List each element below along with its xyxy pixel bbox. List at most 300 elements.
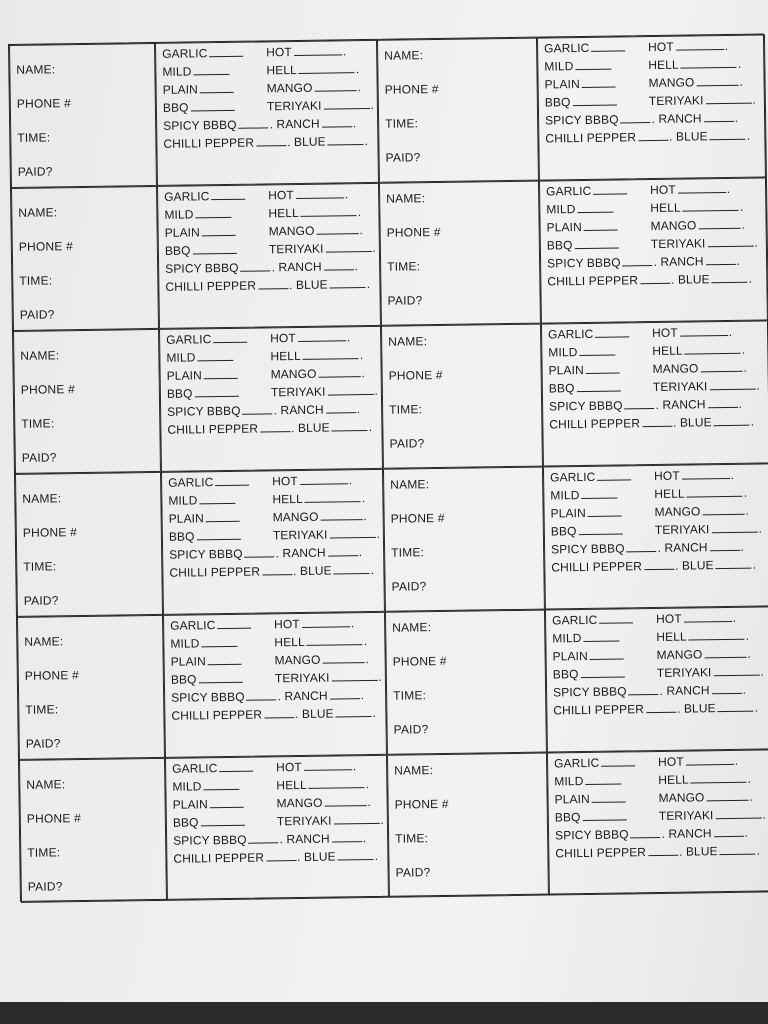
- sauce-qty-blank[interactable]: [705, 93, 751, 105]
- sauce-qty-blank[interactable]: [696, 75, 738, 87]
- sauce-qty-blank[interactable]: [710, 129, 746, 141]
- sauce-qty-blank[interactable]: [198, 672, 242, 684]
- sauce-options-cell: [545, 606, 768, 752]
- sauce-qty-blank[interactable]: [708, 397, 738, 408]
- sauce-label-blue: BLUE: [293, 134, 326, 150]
- sauce-qty-blank[interactable]: [219, 761, 253, 772]
- sauce-label-bbq: BBQ: [554, 810, 581, 825]
- sauce-row: SPICY BBBQ . RANCH .: [171, 688, 365, 705]
- sauce-qty-blank[interactable]: [190, 100, 234, 112]
- paid-label: PAID?: [25, 736, 61, 751]
- sauce-label-hell: HELL: [648, 57, 679, 73]
- sauce-qty-blank[interactable]: [640, 273, 670, 284]
- sauce-qty-blank[interactable]: [211, 189, 245, 200]
- customer-info-cell: [381, 324, 543, 469]
- sauce-row: GARLIC HOT .: [172, 759, 357, 776]
- sauce-qty-blank[interactable]: [245, 546, 275, 557]
- sauce-label-hell: HELL: [654, 486, 685, 502]
- sauce-qty-blank[interactable]: [586, 362, 620, 373]
- sauce-qty-blank[interactable]: [713, 665, 759, 677]
- sauce-row: PLAIN MANGO .: [546, 217, 745, 235]
- sauce-row: MILD HELL .: [170, 634, 368, 651]
- sauce-label-hell: HELL: [650, 200, 681, 216]
- sauce-qty-blank[interactable]: [208, 654, 242, 665]
- sauce-qty-blank[interactable]: [583, 631, 619, 643]
- sauce-qty-blank[interactable]: [595, 326, 629, 337]
- sauce-label-spicy-bbbq: SPICY BBBQ: [167, 403, 241, 419]
- sauce-qty-blank[interactable]: [247, 689, 277, 700]
- sauce-label-bbq: BBQ: [166, 386, 193, 401]
- sauce-qty-blank[interactable]: [305, 491, 361, 503]
- sauce-label-hot: HOT: [274, 616, 300, 632]
- sauce-qty-blank[interactable]: [718, 701, 754, 713]
- sauce-options-cell: [547, 749, 768, 895]
- sauce-row: MILD HELL .: [164, 205, 362, 222]
- sauce-label-mild: MILD: [546, 202, 576, 217]
- sauce-label-plain: PLAIN: [166, 368, 202, 383]
- sauce-qty-blank[interactable]: [714, 826, 744, 837]
- sauce-label-chilli-pepper: CHILLI PEPPER: [163, 135, 255, 151]
- paid-label: PAID?: [389, 436, 425, 451]
- sauce-label-teriyaki: TERIYAKI: [274, 670, 330, 686]
- sauce-qty-blank[interactable]: [309, 777, 365, 789]
- sauce-qty-blank[interactable]: [332, 420, 368, 432]
- sauce-qty-blank[interactable]: [194, 386, 238, 398]
- sauce-qty-blank[interactable]: [303, 348, 359, 360]
- sauce-row: BBQ TERIYAKI .: [166, 383, 379, 401]
- name-label: NAME:: [26, 777, 66, 792]
- sauce-qty-blank[interactable]: [206, 511, 240, 522]
- sauce-qty-blank[interactable]: [307, 634, 363, 646]
- sauce-qty-blank[interactable]: [709, 379, 755, 391]
- sauce-qty-blank[interactable]: [320, 509, 362, 521]
- sauce-qty-blank[interactable]: [304, 759, 352, 771]
- sauce-qty-blank[interactable]: [336, 706, 372, 718]
- sauce-row: BBQ TERIYAKI .: [164, 240, 377, 258]
- sauce-row: CHILLI PEPPER . BLUE .: [549, 414, 755, 432]
- sauce-label-mango: MANGO: [648, 75, 695, 91]
- sauce-qty-blank[interactable]: [318, 366, 360, 378]
- sauce-label-mango: MANGO: [272, 509, 319, 525]
- sauce-qty-blank[interactable]: [329, 527, 375, 539]
- sauce-options-cell: [541, 320, 768, 466]
- sauce-qty-blank[interactable]: [687, 486, 743, 498]
- phone-label: PHONE #: [386, 224, 441, 240]
- sauce-qty-blank[interactable]: [201, 636, 237, 648]
- sauce-label-mild: MILD: [172, 779, 202, 794]
- customer-info-cell: [383, 467, 545, 612]
- sauce-qty-blank[interactable]: [585, 774, 621, 786]
- sauce-label-teriyaki: TERIYAKI: [266, 98, 322, 114]
- time-label: TIME:: [389, 402, 423, 417]
- sauce-label-garlic: GARLIC: [546, 183, 592, 199]
- sauce-label-mild: MILD: [168, 493, 198, 508]
- sauce-label-bbq: BBQ: [544, 95, 571, 110]
- sauce-qty-blank[interactable]: [710, 540, 740, 551]
- sauce-label-garlic: GARLIC: [162, 46, 208, 61]
- sauce-qty-blank[interactable]: [330, 277, 366, 289]
- sauce-qty-blank[interactable]: [572, 95, 616, 107]
- sauce-qty-blank[interactable]: [578, 523, 622, 535]
- sauce-label-spicy-bbbq: SPICY BBBQ: [551, 541, 625, 557]
- sauce-label-spicy-bbbq: SPICY BBBQ: [547, 255, 621, 271]
- phone-label: PHONE #: [392, 653, 447, 669]
- sauce-qty-blank[interactable]: [249, 832, 279, 843]
- sauce-label-hell: HELL: [274, 634, 305, 650]
- sauce-qty-blank[interactable]: [711, 522, 757, 534]
- sauce-label-teriyaki: TERIYAKI: [652, 379, 708, 395]
- sauce-row: CHILLI PEPPER . BLUE .: [553, 700, 759, 718]
- sauce-label-ranch: RANCH: [666, 683, 710, 698]
- sauce-label-mild: MILD: [166, 350, 196, 365]
- sauce-row: MILD HELL .: [550, 485, 748, 503]
- sauce-qty-blank[interactable]: [592, 791, 626, 802]
- sauce-label-blue: BLUE: [681, 558, 714, 573]
- sauce-qty-blank[interactable]: [197, 350, 233, 362]
- sauce-qty-blank[interactable]: [580, 666, 624, 678]
- sauce-qty-blank[interactable]: [682, 468, 730, 480]
- sauce-qty-blank[interactable]: [203, 779, 239, 791]
- sauce-qty-blank[interactable]: [712, 683, 742, 694]
- sauce-label-blue: BLUE: [295, 277, 328, 293]
- sauce-qty-blank[interactable]: [324, 259, 354, 270]
- customer-info-cell: [17, 615, 165, 760]
- sauce-qty-blank[interactable]: [683, 200, 739, 212]
- sauce-qty-blank[interactable]: [199, 493, 235, 505]
- sauce-qty-blank[interactable]: [582, 809, 626, 821]
- customer-info-cell: [11, 186, 159, 331]
- sauce-qty-blank[interactable]: [260, 421, 290, 432]
- sauce-label-teriyaki: TERIYAKI: [648, 93, 704, 109]
- sauce-qty-blank[interactable]: [638, 130, 668, 141]
- sauce-label-hot: HOT: [648, 39, 674, 55]
- sauce-qty-blank[interactable]: [322, 652, 364, 664]
- customer-info-cell: [379, 181, 541, 326]
- sauce-qty-blank[interactable]: [648, 845, 678, 856]
- sauce-qty-blank[interactable]: [326, 402, 356, 413]
- sauce-qty-blank[interactable]: [217, 618, 251, 629]
- sauce-qty-blank[interactable]: [314, 80, 356, 92]
- sauce-label-chilli-pepper: CHILLI PEPPER: [171, 707, 263, 723]
- sauce-qty-blank[interactable]: [302, 616, 350, 628]
- sauce-qty-blank[interactable]: [332, 831, 362, 842]
- sauce-label-blue: BLUE: [675, 129, 708, 144]
- customer-info-cell: [377, 38, 539, 183]
- sauce-qty-blank[interactable]: [575, 59, 611, 71]
- sauce-qty-blank[interactable]: [700, 361, 742, 373]
- sauce-label-plain: PLAIN: [164, 225, 200, 240]
- sauce-row: CHILLI PEPPER . BLUE .: [171, 705, 377, 723]
- sauce-qty-blank[interactable]: [200, 815, 244, 827]
- sauce-label-bbq: BBQ: [164, 243, 191, 258]
- sauce-label-hot: HOT: [650, 182, 676, 198]
- sauce-label-plain: PLAIN: [554, 791, 590, 807]
- sauce-label-chilli-pepper: CHILLI PEPPER: [173, 850, 265, 866]
- sauce-qty-blank[interactable]: [707, 236, 753, 248]
- sauce-qty-blank[interactable]: [294, 44, 342, 56]
- sauce-label-teriyaki: TERIYAKI: [270, 384, 326, 400]
- sauce-label-bbq: BBQ: [162, 100, 189, 115]
- sauce-qty-blank[interactable]: [706, 790, 748, 802]
- sauce-row: SPICY BBBQ . RANCH .: [167, 402, 361, 419]
- sauce-qty-blank[interactable]: [264, 707, 294, 718]
- sauce-label-blue: BLUE: [685, 844, 718, 859]
- time-label: TIME:: [21, 416, 55, 431]
- sauce-qty-blank[interactable]: [712, 272, 748, 284]
- sauce-label-chilli-pepper: CHILLI PEPPER: [169, 564, 261, 580]
- sauce-qty-blank[interactable]: [213, 332, 247, 343]
- sauce-qty-blank[interactable]: [296, 187, 344, 199]
- sauce-qty-blank[interactable]: [577, 202, 613, 214]
- sauce-label-chilli-pepper: CHILLI PEPPER: [547, 273, 639, 289]
- sauce-qty-blank[interactable]: [582, 77, 616, 88]
- sauce-row: PLAIN MANGO .: [170, 652, 370, 669]
- sauce-qty-blank[interactable]: [322, 116, 352, 127]
- sauce-qty-blank[interactable]: [241, 260, 271, 271]
- sauce-row: BBQ TERIYAKI .: [168, 526, 381, 544]
- sauce-qty-blank[interactable]: [680, 325, 728, 337]
- sauce-qty-blank[interactable]: [686, 754, 734, 766]
- sauce-label-ranch: RANCH: [662, 397, 706, 412]
- sauce-qty-blank[interactable]: [579, 345, 615, 357]
- sauce-qty-blank[interactable]: [642, 416, 672, 427]
- sauce-row: SPICY BBBQ . RANCH .: [547, 253, 741, 271]
- sauce-label-plain: PLAIN: [544, 77, 580, 92]
- sauce-label-spicy-bbbq: SPICY BBBQ: [169, 546, 243, 562]
- sauce-row: PLAIN MANGO .: [544, 74, 743, 92]
- sauce-qty-blank[interactable]: [195, 207, 231, 219]
- sauce-label-hell: HELL: [656, 629, 687, 645]
- sauce-qty-blank[interactable]: [325, 241, 371, 253]
- sauce-qty-blank[interactable]: [706, 254, 736, 265]
- sauce-qty-blank[interactable]: [684, 611, 732, 623]
- sauce-qty-blank[interactable]: [676, 39, 724, 51]
- sauce-qty-blank[interactable]: [576, 380, 620, 392]
- sauce-label-chilli-pepper: CHILLI PEPPER: [551, 559, 643, 575]
- sauce-qty-blank[interactable]: [256, 135, 286, 146]
- sauce-qty-blank[interactable]: [200, 82, 234, 93]
- sauce-qty-blank[interactable]: [193, 64, 229, 76]
- sauce-qty-blank[interactable]: [681, 57, 737, 69]
- sauce-qty-blank[interactable]: [599, 612, 633, 623]
- sauce-row: SPICY BBBQ . RANCH .: [169, 545, 363, 562]
- sauce-label-hot: HOT: [276, 759, 302, 775]
- sauce-label-spicy-bbbq: SPICY BBBQ: [171, 689, 245, 705]
- sauce-label-teriyaki: TERIYAKI: [658, 808, 714, 823]
- sauce-row: CHILLI PEPPER . BLUE .: [169, 562, 375, 580]
- sauce-qty-blank[interactable]: [574, 237, 618, 249]
- paid-label: PAID?: [23, 593, 59, 608]
- sauce-label-hell: HELL: [276, 777, 307, 793]
- sauce-options-cell: [159, 326, 383, 472]
- sauce-qty-blank[interactable]: [209, 46, 243, 57]
- sauce-row: SPICY BBBQ . RANCH .: [551, 539, 745, 557]
- sauce-qty-blank[interactable]: [716, 558, 752, 570]
- sauce-label-hell: HELL: [272, 491, 303, 507]
- sauce-qty-blank[interactable]: [714, 415, 750, 427]
- name-label: NAME:: [22, 491, 62, 506]
- sauce-qty-blank[interactable]: [196, 529, 240, 541]
- sauce-label-spicy-bbbq: SPICY BBBQ: [165, 260, 239, 276]
- sauce-qty-blank[interactable]: [588, 505, 622, 516]
- sauce-row: BBQ TERIYAKI .: [170, 669, 383, 687]
- sauce-qty-blank[interactable]: [581, 488, 617, 500]
- sauce-qty-blank[interactable]: [328, 134, 364, 146]
- sauce-qty-blank[interactable]: [239, 117, 269, 128]
- sauce-qty-blank[interactable]: [192, 243, 236, 255]
- sauce-qty-blank[interactable]: [266, 850, 296, 861]
- sauce-label-mango: MANGO: [656, 647, 703, 663]
- sauce-label-teriyaki: TERIYAKI: [654, 522, 710, 538]
- sauce-qty-blank[interactable]: [597, 469, 631, 480]
- sauce-label-hell: HELL: [652, 343, 683, 359]
- sauce-row: GARLIC HOT .: [552, 610, 737, 628]
- sauce-qty-blank[interactable]: [593, 183, 627, 194]
- sauce-qty-blank[interactable]: [333, 813, 379, 825]
- sauce-qty-blank[interactable]: [590, 648, 624, 659]
- sauce-label-plain: PLAIN: [548, 362, 584, 378]
- sauce-label-mango: MANGO: [654, 504, 701, 520]
- sauce-qty-blank[interactable]: [624, 398, 654, 409]
- name-label: NAME:: [388, 334, 428, 349]
- sauce-options-cell: [543, 463, 768, 609]
- sauce-row: CHILLI PEPPER . BLUE .: [167, 419, 373, 437]
- sauce-qty-blank[interactable]: [301, 205, 357, 217]
- sauce-qty-blank[interactable]: [324, 795, 366, 807]
- sauce-qty-blank[interactable]: [243, 403, 273, 414]
- sauce-label-ranch: RANCH: [282, 545, 326, 561]
- sauce-label-garlic: GARLIC: [172, 761, 218, 776]
- sauce-label-blue: BLUE: [683, 701, 716, 716]
- time-label: TIME:: [395, 831, 429, 846]
- sauce-qty-blank[interactable]: [626, 541, 656, 552]
- sauce-qty-blank[interactable]: [202, 225, 236, 236]
- sauce-label-plain: PLAIN: [172, 797, 208, 812]
- sauce-label-mild: MILD: [164, 207, 194, 222]
- sauce-label-mango: MANGO: [658, 790, 705, 805]
- sauce-qty-blank[interactable]: [601, 755, 635, 766]
- phone-label: PHONE #: [390, 510, 445, 526]
- sauce-label-mild: MILD: [170, 636, 200, 651]
- sauce-qty-blank[interactable]: [704, 111, 734, 122]
- sauce-row: GARLIC HOT .: [168, 473, 353, 490]
- sauce-label-blue: BLUE: [303, 849, 336, 864]
- sauce-label-garlic: GARLIC: [550, 469, 596, 485]
- sauce-label-plain: PLAIN: [552, 648, 588, 664]
- sauce-label-hell: HELL: [266, 62, 297, 78]
- sauce-row: PLAIN MANGO .: [548, 360, 747, 378]
- sauce-qty-blank[interactable]: [330, 688, 360, 699]
- sauce-label-teriyaki: TERIYAKI: [272, 527, 328, 543]
- sauce-label-ranch: RANCH: [658, 111, 702, 126]
- sauce-label-hot: HOT: [653, 468, 680, 484]
- time-label: TIME:: [391, 545, 425, 560]
- phone-label: PHONE #: [388, 367, 443, 383]
- sauce-qty-blank[interactable]: [644, 559, 674, 570]
- sauce-qty-blank[interactable]: [316, 223, 358, 235]
- sauce-label-bbq: BBQ: [546, 238, 573, 253]
- sauce-label-garlic: GARLIC: [548, 326, 594, 342]
- sauce-label-spicy-bbbq: SPICY BBBQ: [555, 827, 629, 843]
- sauce-label-chilli-pepper: CHILLI PEPPER: [167, 421, 259, 437]
- sauce-label-blue: BLUE: [301, 706, 334, 721]
- sauce-qty-blank[interactable]: [689, 629, 745, 641]
- sauce-qty-blank[interactable]: [720, 844, 756, 856]
- sauce-qty-blank[interactable]: [698, 218, 740, 230]
- name-label: NAME:: [394, 763, 434, 778]
- sauce-row: GARLIC HOT .: [550, 467, 735, 485]
- sauce-row: GARLIC HOT .: [164, 187, 349, 204]
- sauce-qty-blank[interactable]: [331, 670, 377, 682]
- sauce-qty-blank[interactable]: [628, 684, 658, 695]
- sauce-label-spicy-bbbq: SPICY BBBQ: [173, 832, 247, 848]
- sauce-qty-blank[interactable]: [584, 220, 618, 231]
- sauce-qty-blank[interactable]: [300, 473, 348, 485]
- sauce-qty-blank[interactable]: [591, 40, 625, 51]
- sauce-qty-blank[interactable]: [299, 62, 355, 74]
- sauce-label-ranch: RANCH: [286, 831, 330, 847]
- sauce-qty-blank[interactable]: [620, 112, 650, 123]
- sauce-row: PLAIN MANGO .: [162, 80, 362, 97]
- sauce-qty-blank[interactable]: [323, 98, 369, 110]
- sauce-label-spicy-bbbq: SPICY BBBQ: [549, 398, 623, 414]
- sauce-qty-blank[interactable]: [691, 772, 747, 784]
- sauce-qty-blank[interactable]: [678, 182, 726, 194]
- sauce-label-garlic: GARLIC: [166, 332, 212, 347]
- paid-label: PAID?: [385, 150, 421, 165]
- sauce-options-cell: [161, 469, 385, 615]
- sauce-row: CHILLI PEPPER . BLUE .: [545, 128, 751, 146]
- sauce-row: MILD HELL .: [166, 348, 364, 365]
- sauce-row: CHILLI PEPPER . BLUE .: [163, 133, 369, 151]
- sauce-qty-blank[interactable]: [210, 797, 244, 808]
- sauce-label-mild: MILD: [162, 64, 192, 79]
- sauce-label-blue: BLUE: [679, 415, 712, 430]
- sauce-label-teriyaki: TERIYAKI: [276, 813, 332, 829]
- sauce-row: MILD HELL .: [548, 342, 746, 360]
- sauce-qty-blank[interactable]: [327, 384, 373, 396]
- paid-label: PAID?: [17, 164, 53, 179]
- sauce-label-teriyaki: TERIYAKI: [268, 241, 324, 257]
- sauce-qty-blank[interactable]: [715, 808, 761, 820]
- sauce-qty-blank[interactable]: [215, 475, 249, 486]
- sauce-qty-blank[interactable]: [258, 278, 288, 289]
- sauce-label-chilli-pepper: CHILLI PEPPER: [545, 130, 637, 146]
- sauce-qty-blank[interactable]: [334, 563, 370, 575]
- sauce-qty-blank[interactable]: [328, 545, 358, 556]
- sauce-label-bbq: BBQ: [170, 672, 197, 687]
- sauce-row: MILD HELL .: [162, 62, 360, 79]
- sauce-qty-blank[interactable]: [262, 564, 292, 575]
- customer-info-cell: [387, 753, 549, 898]
- sauce-qty-blank[interactable]: [630, 827, 660, 838]
- paid-label: PAID?: [391, 579, 427, 594]
- sauce-label-blue: BLUE: [677, 272, 710, 287]
- sauce-qty-blank[interactable]: [704, 647, 746, 659]
- sauce-qty-blank[interactable]: [298, 330, 346, 342]
- sauce-qty-blank[interactable]: [622, 255, 652, 266]
- sauce-row: CHILLI PEPPER . BLUE .: [165, 276, 371, 294]
- sauce-label-hot: HOT: [272, 473, 298, 489]
- sauce-qty-blank[interactable]: [204, 368, 238, 379]
- sauce-qty-blank[interactable]: [685, 343, 741, 355]
- sauce-qty-blank[interactable]: [702, 504, 744, 516]
- name-label: NAME:: [390, 477, 430, 492]
- sauce-qty-blank[interactable]: [646, 702, 676, 713]
- sauce-row: BBQ TERIYAKI .: [546, 235, 758, 253]
- sauce-row: SPICY BBBQ . RANCH .: [555, 825, 749, 843]
- sauce-qty-blank[interactable]: [338, 849, 374, 861]
